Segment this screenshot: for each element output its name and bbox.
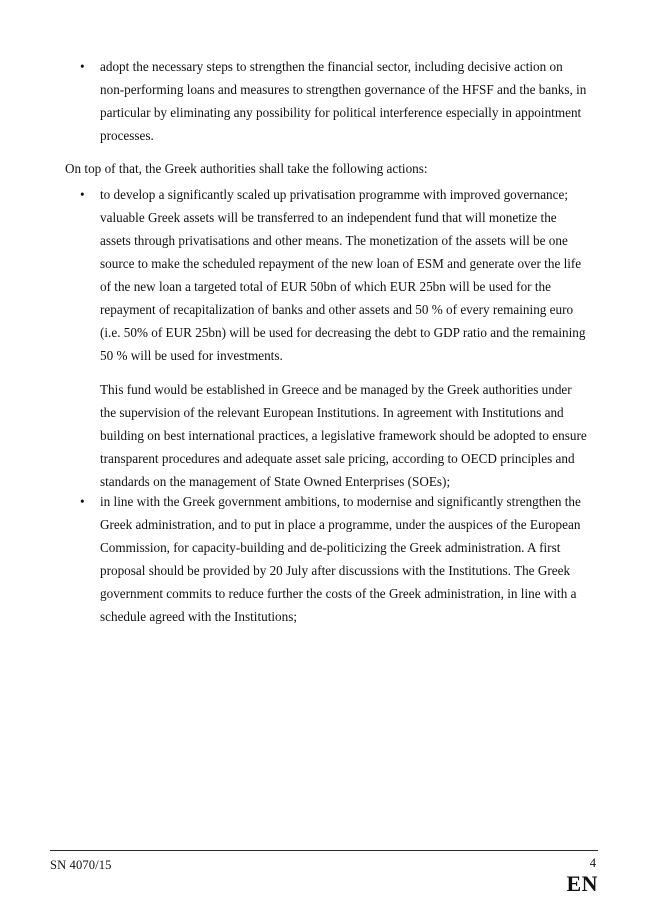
list-item <box>65 490 587 628</box>
language-code: EN <box>566 871 598 896</box>
footer-divider <box>50 850 598 851</box>
document-reference: SN 4070/15 <box>50 858 112 872</box>
list-item <box>65 55 587 147</box>
paragraph-text: in line with the Greek government ambitions, to modernise and significantly strengthen the Greek administration, and to put in place a programme, under the auspices of the European Commission, for capacity-building and de-politicizing the Greek administration. A first proposal should be provided by 20 July after discussions with the Institutions. The Greek government commits to reduce further the costs of the Greek administration, in line with a schedule agreed with the Institutions; <box>100 494 581 624</box>
paragraph-text: to develop a significantly scaled up privatisation programme with improved governance; valuable Greek assets will be transferred to an independent fund that will monetize the assets through privatisations and other means. The monetization of the assets will be one source to make the scheduled repayment of the new loan of ESM and generate over the life of the new loan a targeted total of EUR 50bn of which EUR 25bn will be used for the repayment of recapitalization of banks and other assets and 50 % of every remaining euro (i.e. 50% of EUR 25bn) will be used for decreasing the debt to GDP ratio and the remaining 50 % will be used for investments. <box>100 187 586 363</box>
bullet-marker-icon: • <box>80 59 85 74</box>
list-item <box>65 183 587 493</box>
page-number: 4 <box>589 856 596 870</box>
footer-row <box>50 857 598 909</box>
paragraph-text: This fund would be established in Greece and be managed by the Greek authorities under the supervision of the relevant European Institutions. In agreement with Institutions and building on best international practices, a legislative framework should be adopted to ensure transparent procedures and adequate asset sale pricing, according to OECD principles and standards on the management of State Owned Enterprises (SOEs); <box>100 382 587 489</box>
list-item-body <box>100 55 587 147</box>
bullet-marker-icon: • <box>80 187 85 202</box>
list-item-body <box>100 183 587 493</box>
lead-in-paragraph: On top of that, the Greek authorities shall take the following actions: <box>65 161 428 176</box>
paragraph-text: adopt the necessary steps to strengthen the financial sector, including decisive action on non-performing loans and measures to strengthen governance of the HFSF and the banks, in particular by eliminating any possibility for political interference especially in appointment processes. <box>100 59 587 143</box>
page-footer <box>50 850 598 909</box>
bullet-marker-icon: • <box>80 494 85 509</box>
list-item-body <box>100 490 587 628</box>
